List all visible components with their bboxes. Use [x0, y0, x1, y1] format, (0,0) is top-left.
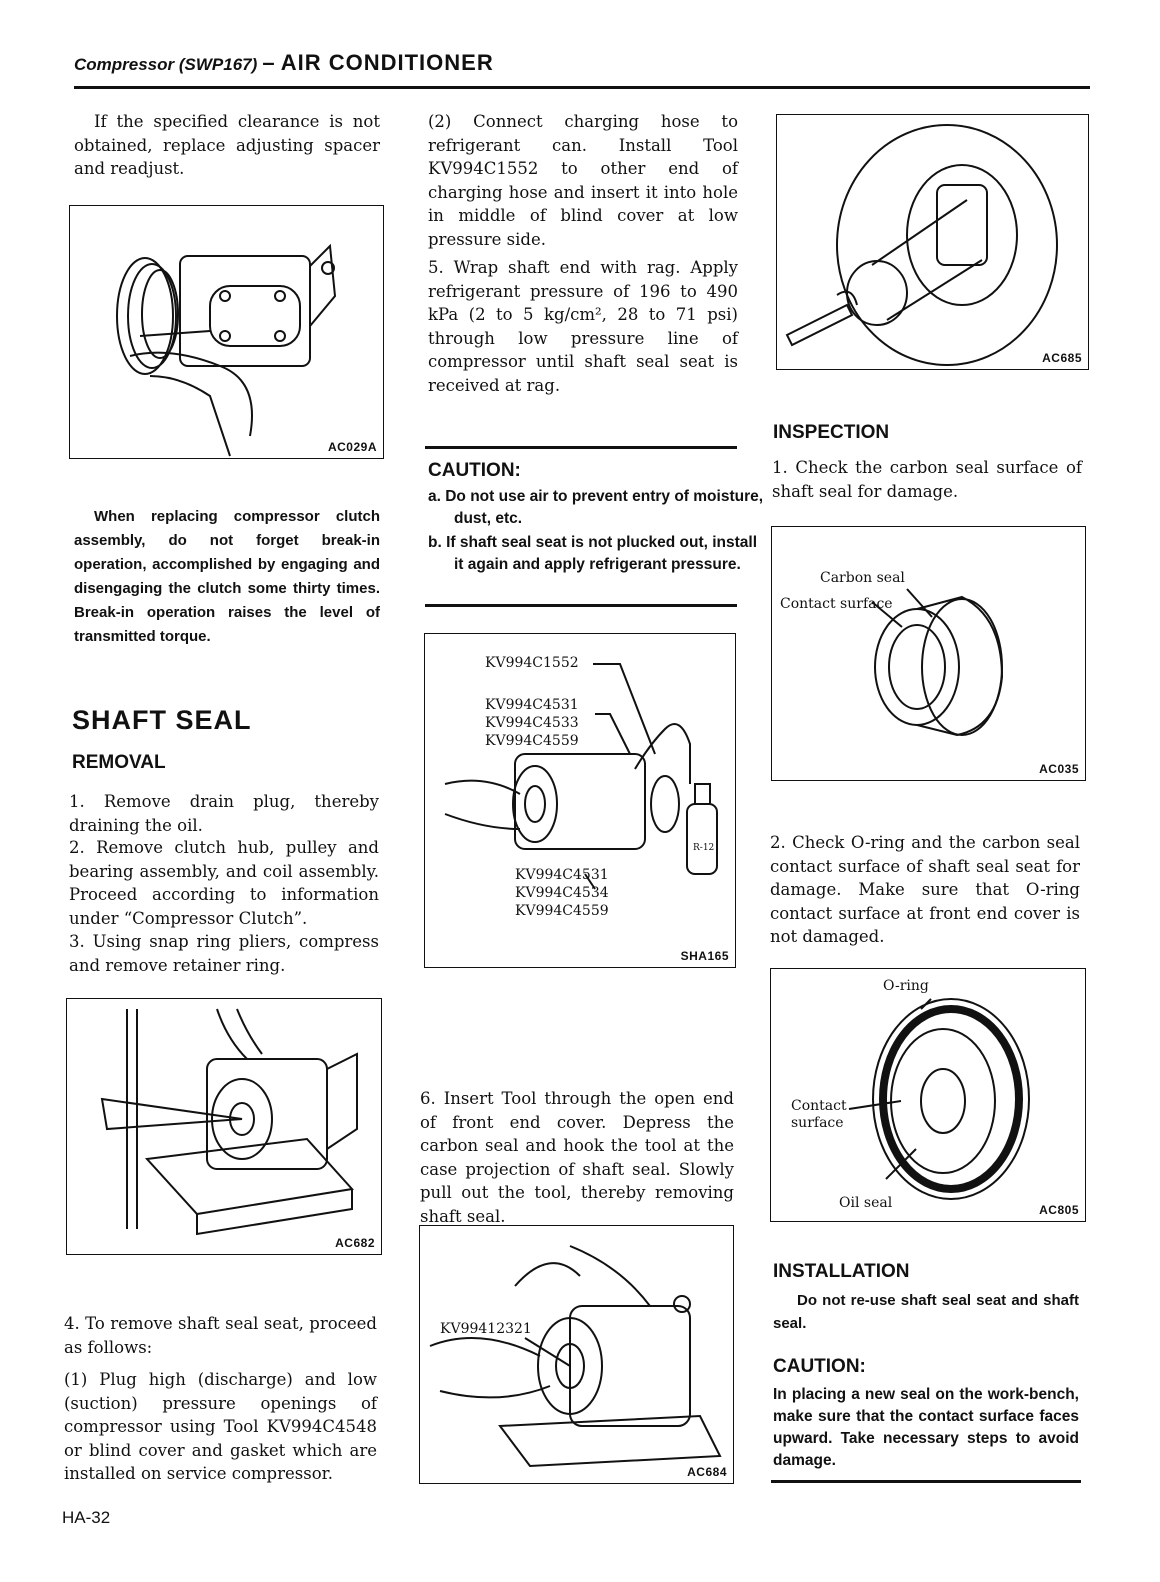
removal-step-5: 5. Wrap shaft end with rag. Apply refrigerant pressure of 196 to 490 kPa (2 to 5 kg/cm², 28 to 71 psi) through low pressure line of compressor until shaft seal seat is received at rag. [428, 258, 738, 395]
caution-heading: CAUTION: [428, 460, 521, 481]
shaft-seal-heading: SHAFT SEAL [72, 705, 252, 735]
removal-step-4-1: (1) Plug high (discharge) and low (suction) pressure openings of compressor using Tool KV994C4548 or blind cover and gasket which are installed on service compressor. [64, 1370, 377, 1483]
figure-ac684 [419, 1225, 734, 1484]
figure-caption: AC029A [327, 440, 377, 454]
installation-caution-heading: CAUTION: [773, 1356, 866, 1377]
figure-caption: AC805 [1039, 1203, 1079, 1217]
carbon-seal-label: Carbon seal [820, 570, 905, 586]
figure-ac035 [771, 526, 1086, 781]
removal-step-4: 4. To remove shaft seal seat, proceed as follows: [64, 1314, 377, 1357]
caution-item-a: a. Do not use air to prevent entry of moisture, dust, etc. [428, 488, 764, 527]
page-number: HA-32 [62, 1508, 111, 1527]
removal-step-4-2: (2) Connect charging hose to refrigerant can. Install Tool KV994C1552 to other end of charging hose and insert it into hole in middle of blind cover at low pressure side. [428, 112, 738, 249]
fig3-label-3: KV994C4533 [485, 715, 579, 731]
compressor-clearance-illustration [70, 206, 383, 458]
caution-item-b: b. If shaft seal seat is not plucked out, install it again and apply refrigerant pressure. [428, 534, 758, 573]
col1-note: When replacing compressor clutch assembly, do not forget break-in operation, accomplished by engaging and disengaging the clutch some thirty times. Break-in operation raises the level of transmitted torque. [74, 508, 380, 645]
carbon-seal-illustration [772, 527, 1085, 780]
inspection-step-2: 2. Check O-ring and the carbon seal contact surface of shaft seal seat for damage. Make sure that O-ring contact surface at front end cover is not damaged. [770, 833, 1080, 946]
caution-bottom-rule [425, 604, 737, 607]
figure-ac029a [69, 205, 384, 459]
figure-caption: AC684 [687, 1465, 727, 1479]
figure-caption: AC035 [1039, 762, 1079, 776]
figure-ac682 [66, 998, 382, 1255]
inspection-step-1: 1. Check the carbon seal surface of shaft seal for damage. [772, 458, 1082, 501]
refrigerant-can-label: R-12 [693, 843, 715, 853]
figure-caption: SHA165 [680, 949, 729, 963]
inspection-heading: INSPECTION [773, 422, 890, 443]
installation-note: Do not re-use shaft seal seat and shaft seal. [773, 1292, 1079, 1332]
fig4-tool-label: KV99412321 [440, 1321, 532, 1337]
figure-caption: AC685 [1042, 351, 1082, 365]
removal-step-2: 2. Remove clutch hub, pulley and bearing assembly, and coil assembly. Proceed according to information under “Compressor Clutch”. [69, 838, 379, 928]
installation-caution-rule [771, 1480, 1081, 1483]
shaft-seal-seat-illustration [777, 115, 1088, 369]
fig3-label-6: KV994C4534 [515, 885, 609, 901]
contact-surface-label: Contact surface [780, 596, 893, 612]
seal-removal-tool-illustration [420, 1226, 733, 1483]
installation-caution-text: In placing a new seal on the work-bench, make sure that the contact surface faces upward. Take necessary steps to avoid damage. [773, 1386, 1079, 1469]
oring-seal-seat-illustration [771, 969, 1085, 1221]
removal-step-1: 1. Remove drain plug, thereby draining the oil. [69, 792, 379, 835]
caution-top-rule [425, 446, 737, 449]
fig3-label-1: KV994C1552 [485, 655, 579, 671]
oil-seal-label: Oil seal [839, 1195, 893, 1211]
fig3-label-2: KV994C4531 [485, 697, 579, 713]
removal-step-6: 6. Insert Tool through the open end of front end cover. Depress the carbon seal and hook the tool at the case projection of shaft seal. Slowly pull out the tool, thereby removing shaft seal. [420, 1089, 734, 1226]
snap-ring-pliers-illustration [67, 999, 381, 1254]
installation-heading: INSTALLATION [773, 1261, 910, 1282]
figure-ac685 [776, 114, 1089, 370]
oring-label: O-ring [883, 978, 929, 994]
figure-caption: AC682 [335, 1236, 375, 1250]
contact-label-line1: Contact [791, 1098, 847, 1114]
figure-sha165 [424, 633, 736, 968]
contact-label-line2: surface [791, 1115, 844, 1131]
page-header [74, 50, 1090, 89]
fig3-label-7: KV994C4559 [515, 903, 609, 919]
header-dash: – [262, 50, 276, 75]
fig3-label-5: KV994C4531 [515, 867, 609, 883]
fig3-label-4: KV994C4559 [485, 733, 579, 749]
col1-paragraph-1: If the specified clearance is not obtained, replace adjusting spacer and readjust. [74, 112, 380, 178]
header-title: AIR CONDITIONER [280, 50, 494, 75]
removal-heading: REMOVAL [72, 752, 166, 773]
removal-step-3: 3. Using snap ring pliers, compress and remove retainer ring. [69, 932, 379, 975]
figure-ac805 [770, 968, 1086, 1222]
header-section: Compressor (SWP167) [74, 55, 258, 74]
